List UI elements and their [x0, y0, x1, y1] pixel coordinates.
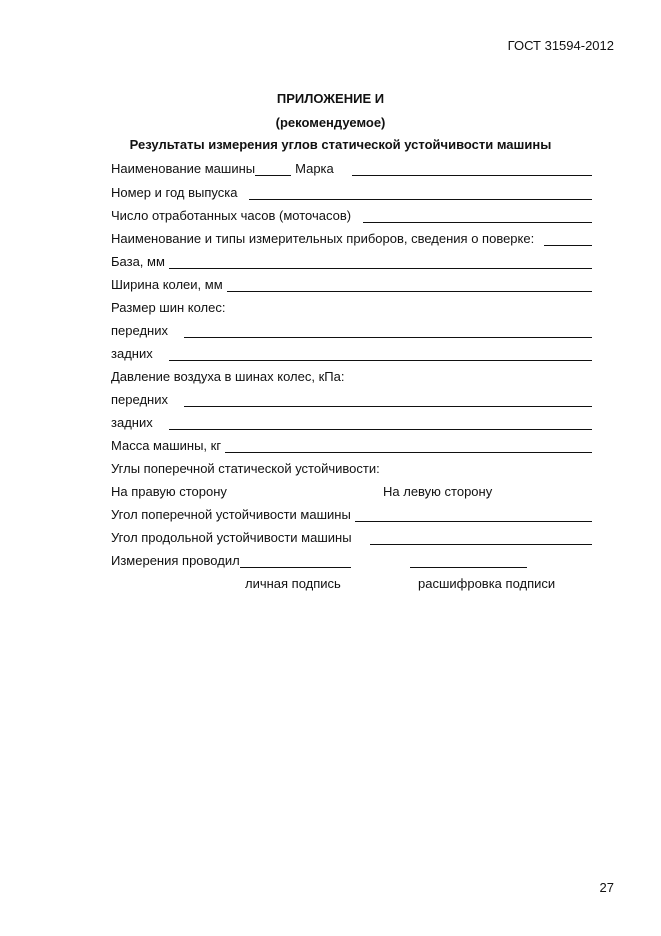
page-number: 27 — [599, 880, 614, 895]
base-field[interactable] — [169, 255, 592, 269]
number-year-field[interactable] — [249, 186, 592, 200]
tire-rear-row — [111, 343, 592, 361]
signature-decoding-caption: расшифровка подписи — [418, 576, 556, 591]
number-year-label: Номер и год выпуска — [111, 185, 238, 200]
signature-decoding-field[interactable] — [410, 554, 527, 568]
appendix-status: (рекомендуемое) — [275, 115, 386, 130]
measured-by-label: Измерения проводил — [111, 553, 240, 568]
mass-field[interactable] — [225, 439, 592, 453]
pressure-front-row — [111, 389, 592, 407]
track-width-label: Ширина колеи, мм — [111, 277, 223, 292]
engine-hours-field[interactable] — [363, 209, 592, 223]
air-pressure-row — [111, 366, 592, 384]
brand-label: Марка — [295, 161, 334, 176]
instruments-label: Наименование и типы измерительных приборов, сведения о поверке: — [111, 231, 535, 246]
tire-front-field[interactable] — [184, 324, 592, 338]
engine-hours-row — [111, 205, 592, 223]
longitudinal-angle-label: Угол продольной устойчивости машины — [111, 530, 352, 545]
mass-row — [111, 435, 592, 453]
track-width-row — [111, 274, 592, 292]
appendix-title: ПРИЛОЖЕНИЕ И — [276, 91, 385, 106]
lateral-angles-row — [111, 458, 592, 476]
base-label: База, мм — [111, 254, 165, 269]
instruments-row — [111, 228, 592, 246]
lateral-angle-field[interactable] — [355, 508, 592, 522]
lateral-angle-label: Угол поперечной устойчивости машины — [111, 507, 351, 522]
pressure-rear-field[interactable] — [169, 416, 592, 430]
tire-size-label: Размер шин колес: — [111, 300, 226, 315]
signature-field[interactable] — [240, 554, 351, 568]
measured-by-row — [111, 550, 592, 568]
tire-size-row — [111, 297, 592, 315]
number-year-row — [111, 182, 592, 200]
pressure-front-field[interactable] — [184, 393, 592, 407]
air-pressure-label: Давление воздуха в шинах колес, кПа: — [111, 369, 345, 384]
lateral-angle-row — [111, 504, 592, 522]
machine-name-row — [111, 158, 592, 176]
pressure-rear-label: задних — [111, 415, 153, 430]
signature-caption: личная подпись — [245, 576, 341, 591]
longitudinal-angle-row — [111, 527, 592, 545]
mass-label: Масса машины, кг — [111, 438, 222, 453]
tire-rear-field[interactable] — [169, 347, 592, 361]
form-heading: Результаты измерения углов статической устойчивости машины — [129, 137, 552, 152]
machine-name-field[interactable] — [255, 162, 291, 176]
engine-hours-label: Число отработанных часов (моточасов) — [111, 208, 352, 223]
track-width-field[interactable] — [227, 278, 592, 292]
standard-code: ГОСТ 31594-2012 — [507, 38, 614, 53]
lateral-angles-label: Углы поперечной статической устойчивости: — [111, 461, 380, 476]
pressure-front-label: передних — [111, 392, 168, 407]
machine-name-label: Наименование машины — [111, 161, 256, 176]
longitudinal-angle-field[interactable] — [370, 531, 592, 545]
tire-front-row — [111, 320, 592, 338]
instruments-field[interactable] — [544, 232, 592, 246]
side-row — [111, 481, 592, 499]
tire-front-label: передних — [111, 323, 168, 338]
base-row — [111, 251, 592, 269]
tire-rear-label: задних — [111, 346, 153, 361]
brand-field[interactable] — [352, 162, 592, 176]
pressure-rear-row — [111, 412, 592, 430]
left-side-label: На левую сторону — [383, 484, 493, 499]
right-side-label: На правую сторону — [111, 484, 227, 499]
